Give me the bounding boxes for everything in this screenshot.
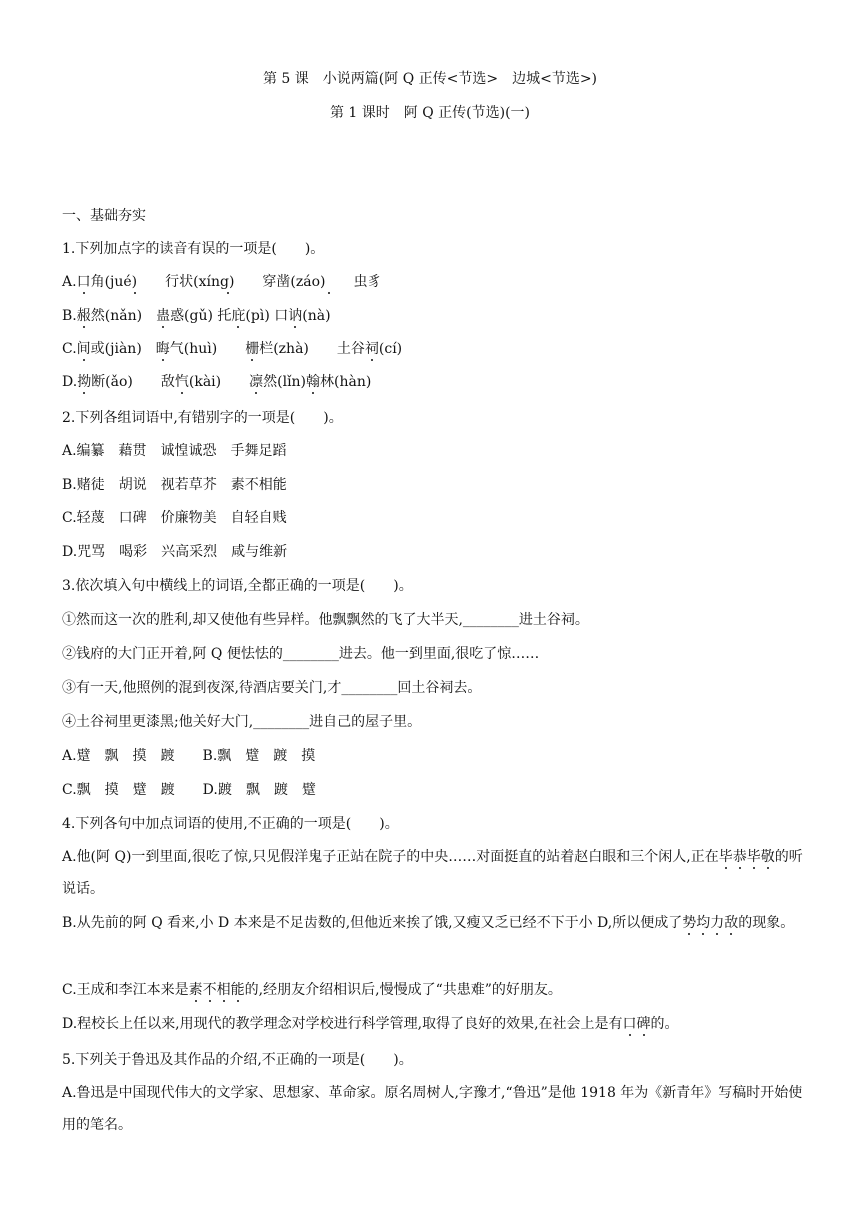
question-4-option-c [62,980,802,1000]
question-5-stem: 5.下列关于鲁迅及其作品的介绍,不正确的一项是( )。 [62,1052,413,1068]
question-3-options-ab: A.躄 飘 摸 踱 B.飘 躄 踱 摸 [62,748,316,764]
option-text: A. [62,274,77,290]
dotted-char: 祠 [364,341,379,357]
option-text: D.程校长上任以来,用现代的教学理念对学校进行科学管理,取得了良好的效果,在社会上是有 [62,1016,623,1032]
option-text: 凿 [276,274,291,290]
option-text: 的现象。 [738,915,795,931]
option-text: 林(hàn) [320,374,372,390]
dotted-char: 栅 [245,341,260,357]
dotted-char: 拗 [77,374,92,390]
lesson-title: 第 5 课 小说两篇(阿 Q 正传<节选> 边城<节选>) [262,71,598,87]
option-text: 的。 [650,1016,679,1032]
option-text: 然(lǐn) [263,374,307,390]
option-text: (cí) [378,341,403,357]
question-2-stem: 2.下列各组词语中,有错别字的一项是( )。 [62,410,343,426]
question-1-stem: 1.下列加点字的读音有误的一项是( )。 [62,241,325,257]
dotted-char: 庇 [231,308,246,324]
question-4-stem: 4.下列各句中加点词语的使用,不正确的一项是( )。 [62,816,399,832]
question-2-option-c: C.轻蔑 口碑 价廉物美 自轻自贱 [62,510,287,526]
option-text: 栏(zhà) 土谷 [259,341,365,357]
dotted-char: 状(xíng) 穿 [179,274,277,290]
question-3-sentence-2: ②钱府的大门正开着,阿 Q 便怯怯的________进去。他一到里面,很吃了惊…… [62,646,540,662]
dotted-char: 口 [76,274,91,290]
dotted-char: 赧 [76,308,91,324]
option-text: 的,经朋友介绍相识后,慢慢成了“共患难”的好朋友。 [244,982,562,998]
dotted-char: 蛊 [156,308,171,324]
dotted-char: (jué) [104,274,166,290]
option-text: 角 [90,274,105,290]
dotted-char: 恭 [732,849,747,865]
option-text: 或(jiàn) [90,341,156,357]
question-4-option-b [62,907,806,939]
dotted-char: 口 [622,1016,637,1032]
dotted-char: (záo) 虫 [290,274,368,290]
question-5-option-a: A.鲁迅是中国现代伟大的文学家、思想家、革命家。原名周树人,字豫才,“鲁迅”是他 1918 年为《新青年》写稿时开始使用的笔名。 [62,1085,803,1133]
option-text: D. [62,374,78,390]
option-text: 然(nǎn) [90,308,157,324]
dotted-char: 敌 [724,915,739,931]
dotted-char: 素 [188,982,203,998]
option-text: (kài) [188,374,250,390]
question-3-stem: 3.依次填入句中横线上的词语,全都正确的一项是( )。 [62,578,413,594]
option-text: C.王成和李江本来是 [62,982,189,998]
dotted-char: 不 [202,982,217,998]
dotted-char: 势 [682,915,697,931]
question-2-option-d: D.咒骂 喝彩 兴高采烈 咸与维新 [62,544,288,560]
question-1-option-b [62,306,802,326]
dotted-char: 凛 [249,374,264,390]
option-text: 惑(gǔ) 托 [170,308,232,324]
question-3-options-cd: C.飘 摸 躄 踱 D.踱 飘 踱 躄 [62,782,316,798]
dotted-char: 碑 [636,1016,651,1032]
question-1-option-d [62,372,802,392]
dotted-char: 力 [710,915,725,931]
dotted-char: 均 [696,915,711,931]
dotted-char: 晦 [155,341,170,357]
lesson-subtitle: 第 1 课时 阿 Q 正传(节选)(一) [329,105,531,121]
question-2-option-b: B.赌徒 胡说 视若草芥 素不相能 [62,477,287,493]
option-text: (pì) 口 [245,308,289,324]
option-text: B. [62,308,77,324]
option-text: 气(huì) [169,341,246,357]
dotted-char: 忾 [174,374,189,390]
option-text: A.他(阿 Q)一到里面,很吃了惊,只见假洋鬼子正站在院子的中央……对面挺直的站着赵白眼和三个闲人,正在 [62,849,719,865]
dotted-char: 毕 [746,849,761,865]
dotted-char: 讷 [288,308,303,324]
option-text: (nà) [302,308,331,324]
dotted-char: 敬 [760,849,775,865]
option-text: 断(ǎo) 敌 [91,374,175,390]
question-1-option-c [62,339,802,359]
question-3-sentence-3: ③有一天,他照例的混到夜深,待酒店要关门,才________回土谷祠去。 [62,680,482,696]
option-text: 豸 [367,274,382,290]
question-2-option-a: A.编纂 藉贯 诚惶诚恐 手舞足蹈 [62,443,287,459]
question-4-option-d [62,1014,802,1034]
question-1-option-a [62,272,802,292]
dotted-char: 间 [76,341,91,357]
dotted-char: 能 [230,982,245,998]
question-3-sentence-1: ①然而这一次的胜利,却又使他有些异样。他飘飘然的飞了大半天,________进土谷祠。 [62,612,589,628]
option-text: C. [62,341,77,357]
option-text: B.从先前的阿 Q 看来,小 D 本来是不足齿数的,但他近来挨了饿,又瘦又乏已经不下于小 D,所以便成了 [62,915,683,931]
dotted-char: 毕 [718,849,733,865]
option-text: 的听说话。 [62,849,803,897]
question-4-option-a [62,841,806,905]
section-heading: 一、基础夯实 [62,208,146,224]
dotted-char: 翰 [306,374,321,390]
option-text: 行 [165,274,180,290]
question-3-sentence-4: ④土谷祠里更漆黑;他关好大门,________进自己的屋子里。 [62,714,422,730]
dotted-char: 相 [216,982,231,998]
